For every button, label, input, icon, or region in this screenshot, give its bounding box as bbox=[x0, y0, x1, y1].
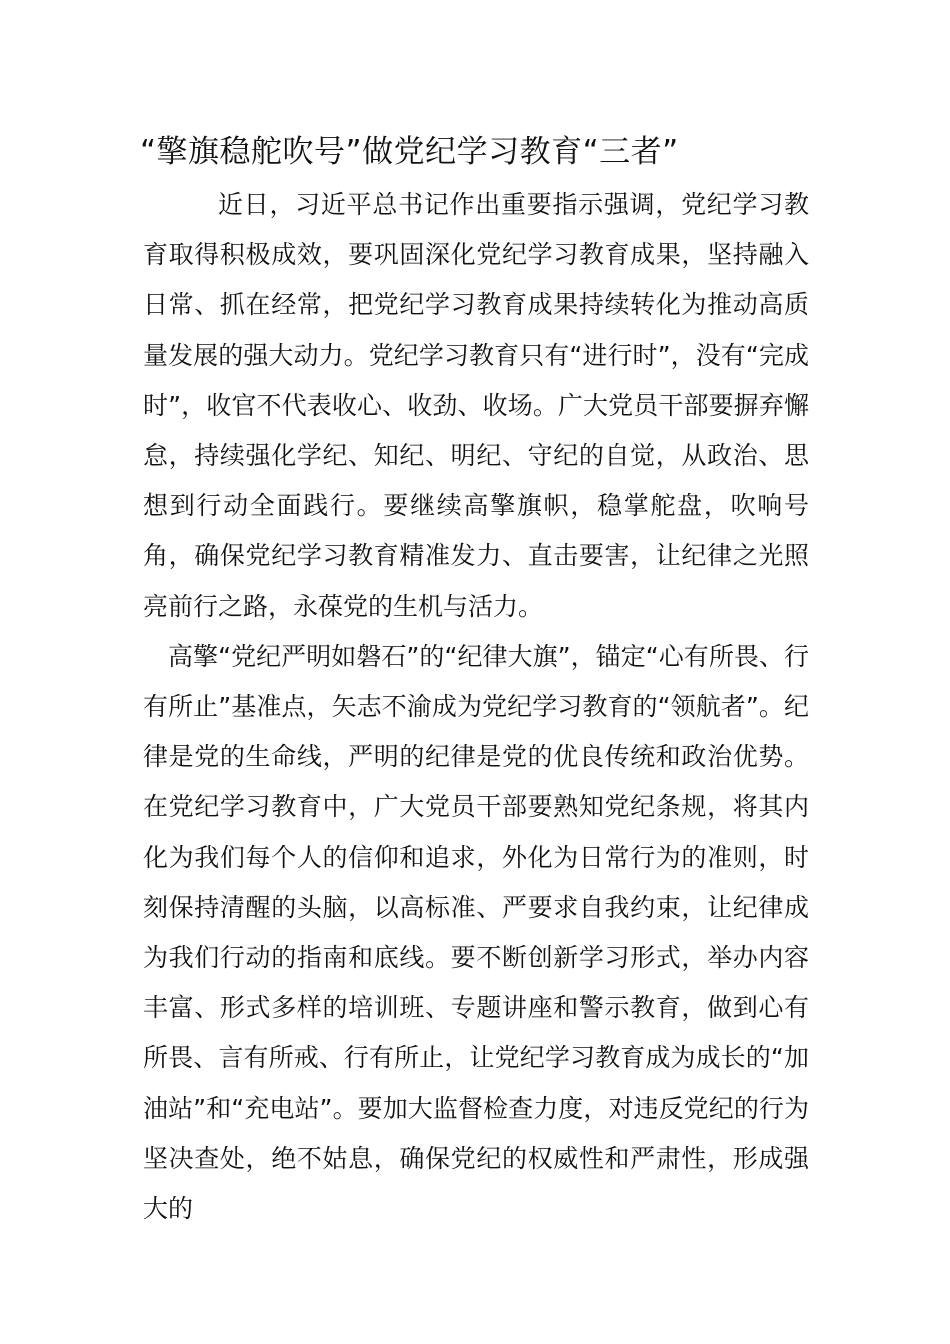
paragraph-discipline-banner: 高擎“党纪严明如磐石”的“纪律大旗”，锚定“心有所畏、行有所止”基准点，矢志不渝成为党纪学习教育的“领航者”。纪律是党的生命线，严明的纪律是党的优良传统和政治优势。在党纪学习教育中，广大党员干部要熟知党纪条规，将其内化为我们每个人的信仰和追求，外化为日常行为的准则，时刻保持清醒的头脑，以高标准、严要求自我约束，让纪律成为我们行动的指南和底线。要不断创新学习形式，举办内容丰富、形式多样的培训班、专题讲座和警示教育，做到心有所畏、言有所戒、行有所止，让党纪学习教育成为成长的“加油站”和“充电站”。要加大监督检查力度，对违反党纪的行为坚决查处，绝不姑息，确保党纪的权威性和严肃性，形成强大的 bbox=[143, 641, 809, 1224]
paragraph-intro: 近日，习近平总书记作出重要指示强调，党纪学习教育取得积极成效，要巩固深化党纪学习教育成果，坚持融入日常、抓在经常，把党纪学习教育成果持续转化为推动高质量发展的强大动力。党纪学习教育只有“进行时”，没有“完成时”，收官不代表收心、收劲、收场。广大党员干部要摒弃懈怠，持续强化学纪、知纪、明纪、守纪的自觉，从政治、思想到行动全面践行。要继续高擎旗帜，稳掌舵盘，吹响号角，确保党纪学习教育精准发力、直击要害，让纪律之光照亮前行之路，永葆党的生机与活力。 bbox=[143, 190, 809, 621]
document-body bbox=[143, 180, 809, 1234]
document-title: “擎旗稳舵吹号”做党纪学习教育“三者” bbox=[140, 134, 679, 170]
